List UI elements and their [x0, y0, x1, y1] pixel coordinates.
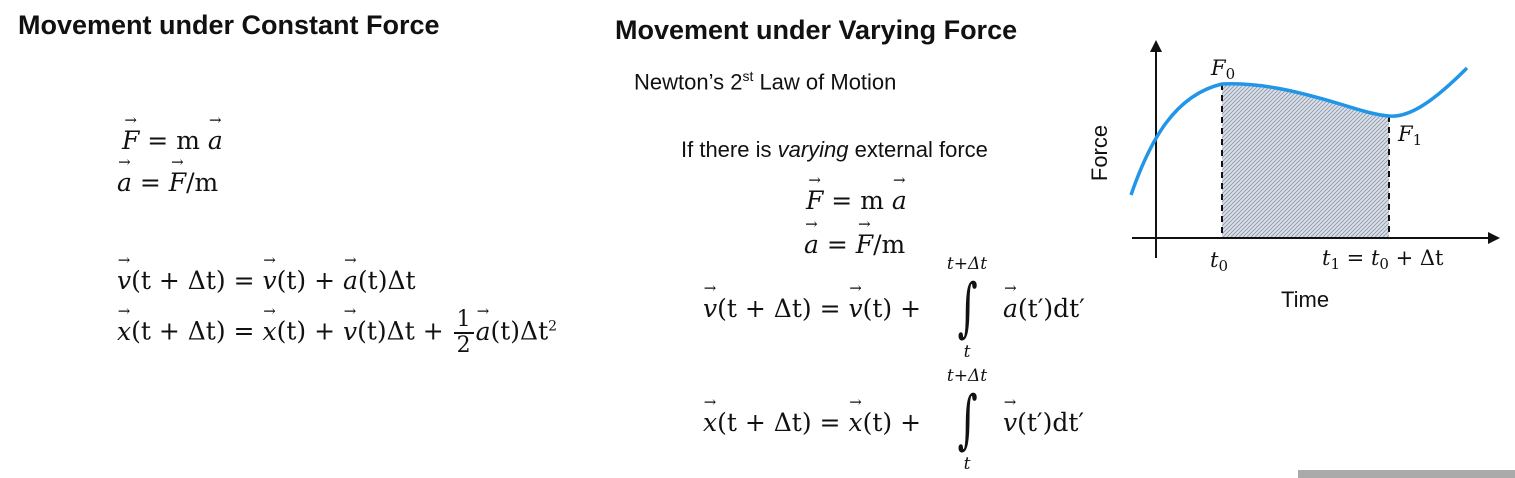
one-half-fraction: $\frac{1}{2}$: [454, 308, 474, 358]
left-eq-force: → F = m → a: [122, 128, 223, 153]
bottom-scroll-bar[interactable]: [1298, 470, 1515, 478]
x-axis-arrow: [1488, 232, 1500, 244]
integral-velocity-integrand: → a(t′)dt′: [1003, 296, 1085, 321]
t0-label: $t_0$: [1210, 248, 1228, 275]
area-under-curve: [1222, 84, 1389, 238]
t1-label: $t_1 = t_0 + \Delta t$: [1322, 246, 1444, 273]
left-section-title: Movement under Constant Force: [18, 10, 440, 40]
integral-velocity-lhs: → v(t + Δt) = → v(t) +: [703, 296, 921, 321]
right-eq-force: → F = m → a: [806, 188, 907, 213]
varying-force-text: If there is varying external force: [681, 137, 988, 162]
integral-position-sign: t+Δt ∫ t: [946, 366, 988, 474]
right-section-title: Movement under Varying Force: [615, 15, 1018, 45]
y-axis-label: Force: [1087, 124, 1113, 182]
integral-position-lhs: → x(t + Δt) = → x(t) +: [703, 410, 921, 435]
f0-label: $F_0$: [1211, 56, 1236, 83]
x-axis-label: Time: [1281, 287, 1330, 312]
f1-label: $F_1$: [1398, 122, 1423, 149]
right-eq-accel: → a = → F/m: [804, 232, 905, 257]
y-axis-arrow: [1150, 40, 1162, 52]
integral-position-integrand: → v(t′)dt′: [1003, 410, 1084, 435]
left-eq-accel: → a = → F/m: [117, 170, 218, 195]
integral-velocity-sign: t+Δt ∫ t: [946, 254, 988, 362]
left-eq-velocity: → v(t + Δt) = → v(t) + → a(t)Δt: [117, 268, 416, 293]
left-eq-position: → x(t + Δt) = → x(t) + → v(t)Δt + $\frac{1}{2}$ → $a(t)\Delta t^2$: [117, 308, 557, 358]
newton-law-text: Newton’s 2st Law of Motion: [634, 68, 897, 95]
